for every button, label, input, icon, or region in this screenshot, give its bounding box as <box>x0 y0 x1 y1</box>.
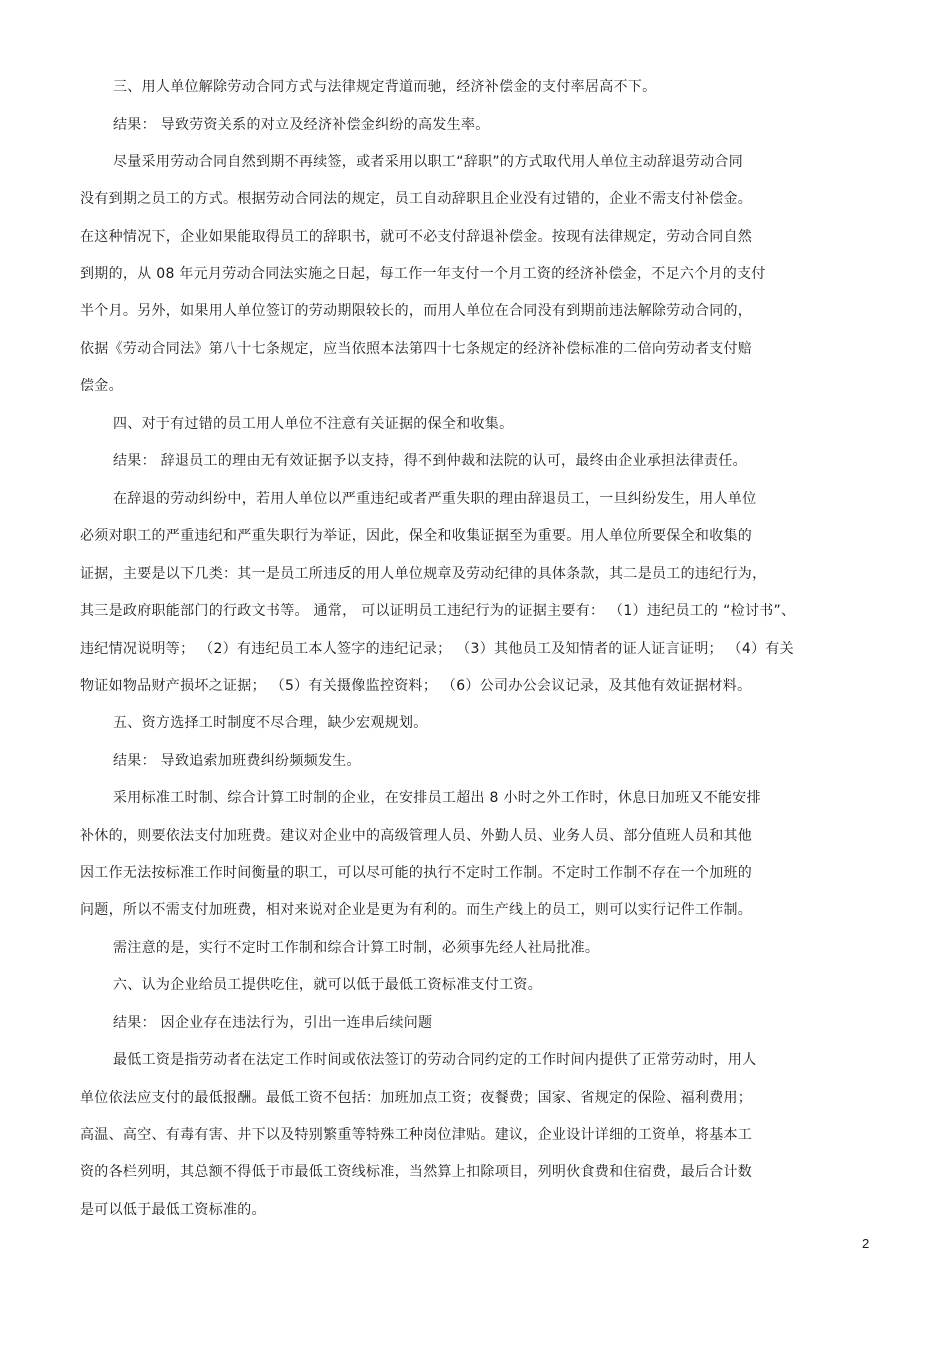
paragraph-line: 补休的，则要依法支付加班费。建议对企业中的高级管理人员、外勤人员、业务人员、部分值班人员和其他 <box>80 828 753 844</box>
result-6: 结果： 因企业存在违法行为，引出一连串后续问题 <box>113 1015 433 1031</box>
paragraph-line: 其三是政府职能部门的行政文书等。 通常， 可以证明员工违纪行为的证据主要有： （1）违纪员工的 “检讨书”、 <box>80 603 796 619</box>
paragraph-line: 证据，主要是以下几类：其一是员工所违反的用人单位规章及劳动纪律的具体条款，其二是员工的违纪行为， <box>80 566 767 582</box>
paragraph-line: 违纪情况说明等； （2）有违纪员工本人签字的违纪记录； （3）其他员工及知情者的证人证言证明； （4）有关 <box>80 641 794 657</box>
paragraph-line: 没有到期之员工的方式。根据劳动合同法的规定，员工自动辞职且企业没有过错的，企业不需支付补偿金。 <box>80 191 753 207</box>
paragraph-line: 问题，所以不需支付加班费，相对来说对企业是更为有利的。而生产线上的员工，则可以实行记件工作制。 <box>80 902 753 918</box>
paragraph-line: 物证如物品财产损坏之证据； （5）有关摄像监控资料； （6）公司办公会议记录，及其他有效证据材料。 <box>80 678 752 694</box>
paragraph-line: 到期的，从 08 年元月劳动合同法实施之日起，每工作一年支付一个月工资的经济补偿金，不足六个月的支付 <box>80 266 766 282</box>
paragraph-line: 在辞退的劳动纠纷中，若用人单位以严重违纪或者严重失职的理由辞退员工，一旦纠纷发生，用人单位 <box>113 491 757 507</box>
paragraph-line: 必须对职工的严重违纪和严重失职行为举证，因此，保全和收集证据至为重要。用人单位所要保全和收集的 <box>80 528 753 544</box>
page-number: 2 <box>862 1236 870 1251</box>
paragraph-line: 半个月。另外，如果用人单位签订的劳动期限较长的，而用人单位在合同没有到期前违法解除劳动合同的， <box>80 303 753 319</box>
paragraph-line: 最低工资是指劳动者在法定工作时间或依法签订的劳动合同约定的工作时间内提供了正常劳动时，用人 <box>113 1052 757 1068</box>
heading-3: 三、用人单位解除劳动合同方式与法律规定背道而驰，经济补偿金的支付率居高不下。 <box>113 79 657 95</box>
paragraph-line: 资的各栏列明，其总额不得低于市最低工资线标准，当然算上扣除项目，列明伙食费和住宿费，最后合计数 <box>80 1164 753 1180</box>
paragraph-line: 在这种情况下，企业如果能取得员工的辞职书，就可不必支付辞退补偿金。按现有法律规定，劳动合同自然 <box>80 229 753 245</box>
paragraph-line: 尽量采用劳动合同自然到期不再续签，或者采用以职工“辞职”的方式取代用人单位主动辞退劳动合同 <box>113 154 744 170</box>
heading-4: 四、对于有过错的员工用人单位不注意有关证据的保全和收集。 <box>113 416 514 432</box>
result-3: 结果： 导致劳资关系的对立及经济补偿金纠纷的高发生率。 <box>113 117 490 133</box>
result-5: 结果： 导致追索加班费纠纷频频发生。 <box>113 753 361 769</box>
paragraph-line: 因工作无法按标准工作时间衡量的职工，可以尽可能的执行不定时工作制。不定时工作制不存在一个加班的 <box>80 865 753 881</box>
heading-6: 六、认为企业给员工提供吃住，就可以低于最低工资标准支付工资。 <box>113 977 542 993</box>
paragraph-line: 高温、高空、有毒有害、井下以及特别繁重等特殊工种岗位津贴。建议，企业设计详细的工资单，将基本工 <box>80 1127 753 1143</box>
note-line: 需注意的是，实行不定时工作制和综合计算工时制，必须事先经人社局批准。 <box>113 940 600 956</box>
heading-5: 五、资方选择工时制度不尽合理，缺少宏观规划。 <box>113 715 428 731</box>
paragraph-line: 偿金。 <box>80 378 123 394</box>
paragraph-line: 是可以低于最低工资标准的。 <box>80 1202 266 1218</box>
paragraph-line: 依据《劳动合同法》第八十七条规定，应当依照本法第四十七条规定的经济补偿标准的二倍向劳动者支付赔 <box>80 341 753 357</box>
paragraph-line: 单位依法应支付的最低报酬。最低工资不包括：加班加点工资；夜餐费；国家、省规定的保险、福利费用； <box>80 1090 753 1106</box>
result-4: 结果： 辞退员工的理由无有效证据予以支持，得不到仲裁和法院的认可，最终由企业承担法律责任。 <box>113 453 747 469</box>
paragraph-line: 采用标准工时制、综合计算工时制的企业，在安排员工超出 8 小时之外工作时，休息日加班又不能安排 <box>113 790 761 806</box>
